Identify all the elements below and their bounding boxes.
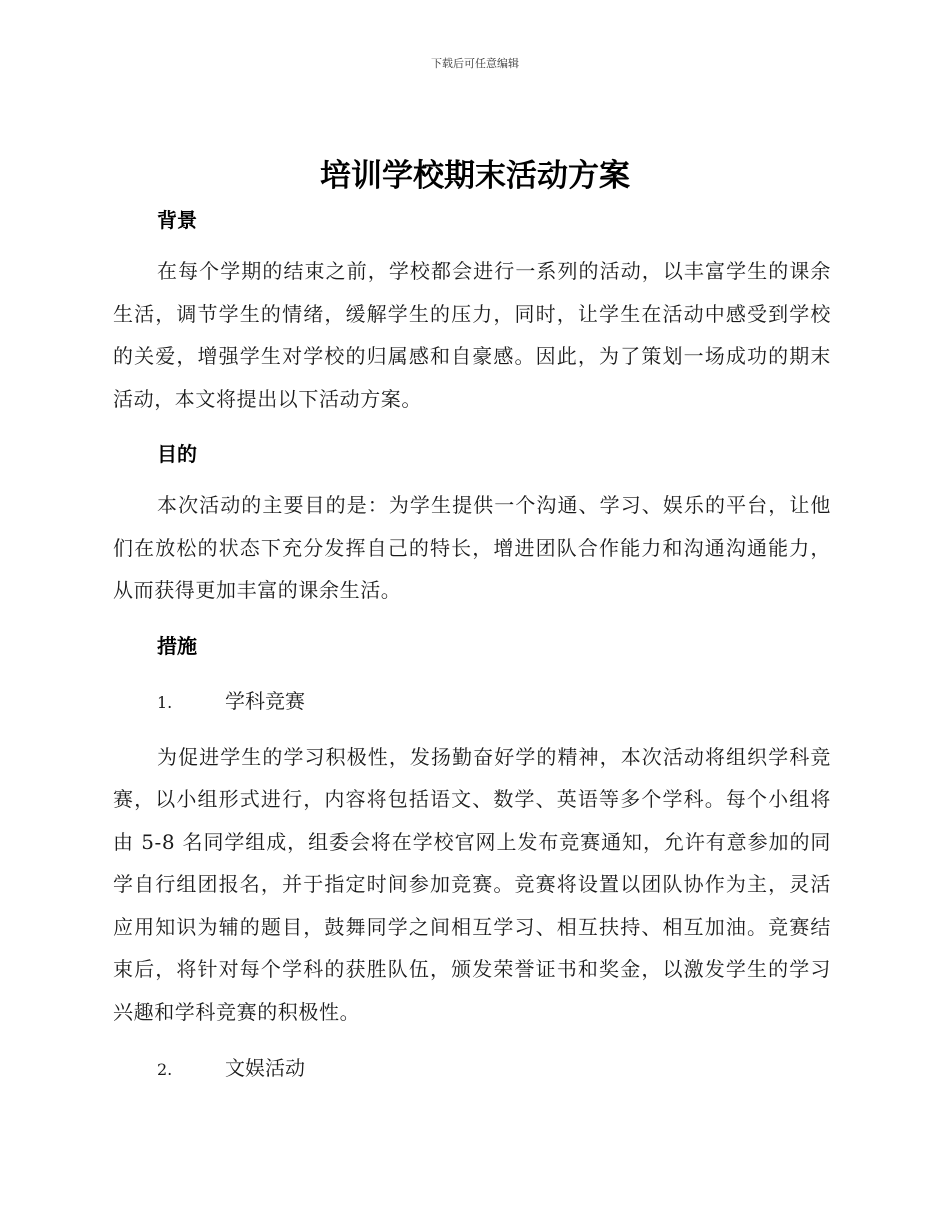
section-heading-background: 背景 — [157, 208, 197, 232]
measure-item-2-label: 文娱活动 — [225, 1056, 305, 1080]
document-title: 培训学校期末活动方案 — [320, 158, 630, 194]
purpose-paragraph: 本次活动的主要目的是：为学生提供一个沟通、学习、娱乐的平台，让他们在放松的状态下充分发挥自己的特长，增进团队合作能力和沟通沟通能力，从而获得更加丰富的课余生活。 — [113, 493, 831, 602]
document-body — [113, 200, 831, 1089]
measure-item-1-label: 学科竞赛 — [225, 688, 305, 713]
header-note: 下载后可任意编辑 — [431, 57, 519, 70]
measure-item-1-paragraph: 为促进学生的学习积极性，发扬勤奋好学的精神，本次活动将组织学科竞赛，以小组形式进行，内容将包括语文、数学、英语等多个学科。每个小组将由 5-8 名同学组成，组委会将在学校官网上发布竞赛通知，允许有意参加的同学自行组团报名，并于指定时间参加竞赛。竞赛将设置以团队协作为主，灵活应用知识为辅的题目，鼓舞同学之间相互学习、相互扶持、相互加油。竞赛结束后，将针对每个学科的获胜队伍，颁发荣誉证书和奖金，以激发学生的学习兴趣和学科竞赛的积极性。 — [113, 744, 831, 1024]
measure-item-2-number: 2. — [157, 1060, 173, 1079]
section-heading-purpose: 目的 — [157, 442, 197, 466]
measure-item-2 — [113, 1047, 831, 1089]
measure-item-1 — [113, 680, 831, 722]
section-heading-measures: 措施 — [157, 633, 197, 658]
measure-item-1-number: 1. — [157, 692, 173, 712]
background-paragraph: 在每个学期的结束之前，学校都会进行一系列的活动，以丰富学生的课余生活，调节学生的情绪，缓解学生的压力，同时，让学生在活动中感受到学校的关爱，增强学生对学校的归属感和自豪感。因此，为了策划一场成功的期末活动，本文将提出以下活动方案。 — [113, 259, 831, 411]
